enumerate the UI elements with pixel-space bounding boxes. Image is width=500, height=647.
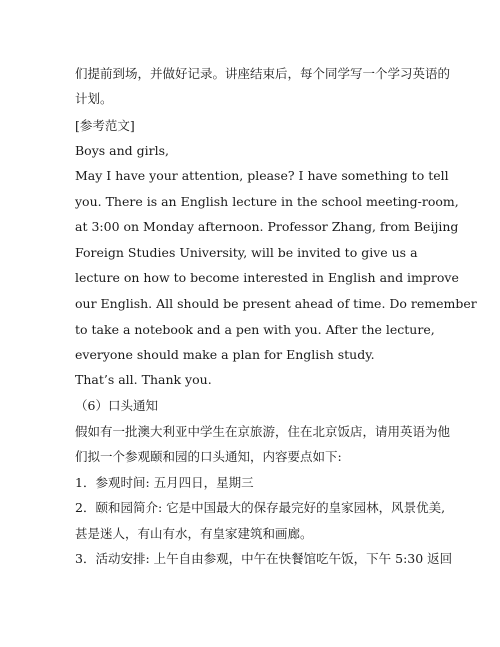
text-line-12: everyone should make a plan for English study. [75,347,375,362]
text-line-19: 甚是迷人，有山有水，有皇家建筑和画廊。 [75,526,313,541]
text-line-6: you. There is an English lecture in the school meeting-room, [75,194,459,209]
list-item-2: 2．颐和园简介: 它是中国最大的保存最完好的皇家园林，风景优美, [75,500,446,515]
section-heading-oral-notice: （6）口头通知 [75,398,158,413]
text-line-greeting: Boys and girls, [75,143,170,158]
text-line-11: to take a notebook and a pen with you. After the lecture, [75,322,435,337]
text-line-1: 们提前到场，并做好记录。讲座结束后，每个同学写一个学习英语的 [75,66,451,81]
text-line-5: May I have your attention, please? I have something to tell [75,168,449,183]
text-line-9: lecture on how to become interested in English and improve [75,270,459,285]
list-item-3: 3．活动安排: 上午自由参观，中午在快餐馆吃午饭，下午 5:30 返回 [75,551,453,566]
text-line-15: 假如有一批澳大利亚中学生在京旅游，住在北京饭店，请用英语为他 [75,424,451,439]
text-line-7: at 3:00 on Monday afternoon. Professor Zhang, from Beijing [75,219,459,234]
text-line-8: Foreign Studies University, will be invited to give us a [75,245,418,260]
text-line-10: our English. All should be present ahead of time. Do remember [75,296,477,311]
text-line-closing: That’s all. Thank you. [75,372,212,387]
section-label-reference: [参考范文] [75,118,135,133]
list-item-1: 1．参观时间: 五月四日，星期三 [75,475,254,490]
text-line-2: 计划。 [75,91,113,106]
text-line-16: 们拟一个参观颐和园的口头通知，内容要点如下: [75,449,342,464]
